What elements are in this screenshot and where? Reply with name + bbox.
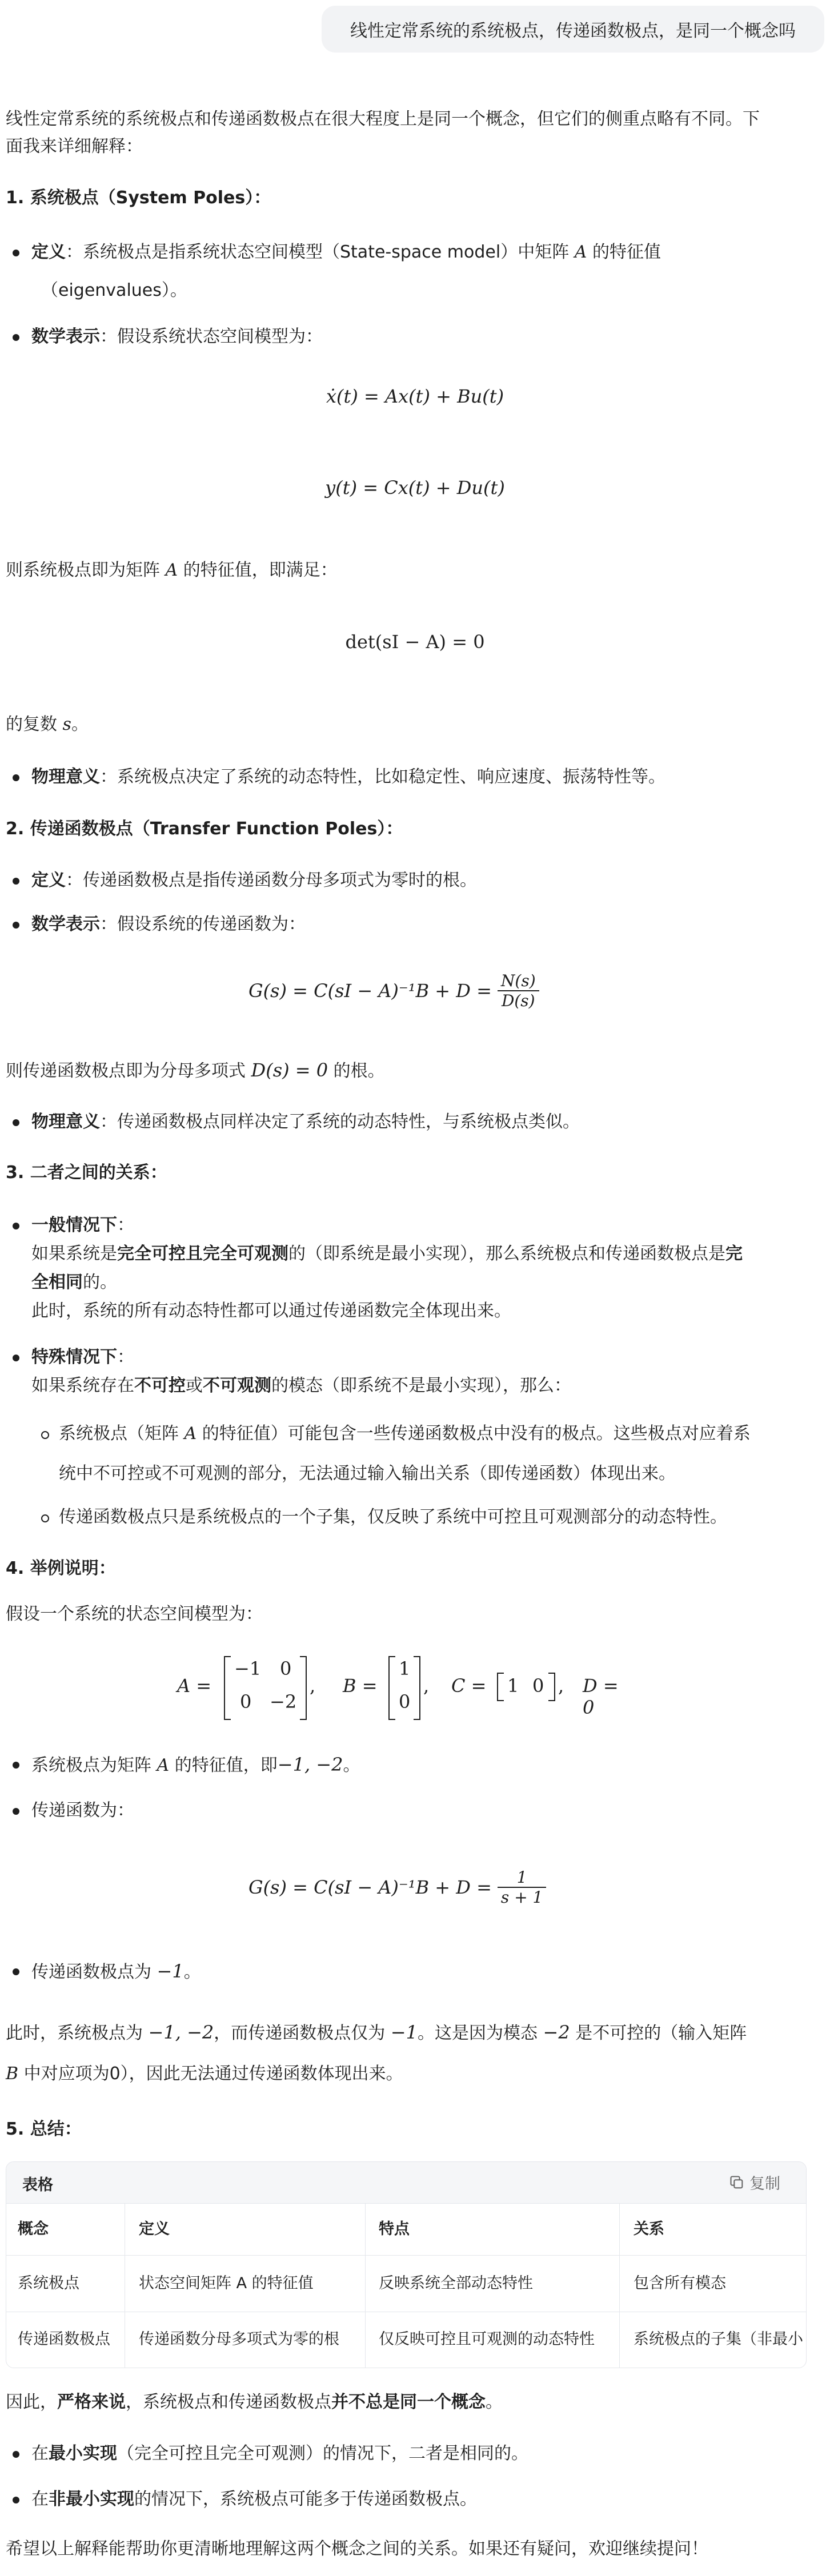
s4-b3-c: 。 [183,1962,201,1982]
user-message-text: 线性定常系统的系统极点，传递函数极点，是同一个概念吗 [350,21,796,41]
s2-def-text: ：传递函数极点是指传递函数分母多项式为零时的根。 [66,870,477,890]
symbol-s: s [62,714,71,734]
s3-general-l1-a: 如果系统是 [31,1244,117,1264]
section-2-heading: 2. 传递函数极点（Transfer Function Poles）： [6,819,403,839]
table-divider [365,2203,366,2368]
s1-def-text-a: ：系统极点是指系统状态空间模型（State-space model）中矩阵 [66,242,570,262]
equation-output: y(t) = Cx(t) + Du(t) [325,477,505,499]
bullet-dot [13,774,19,781]
s5-conc-c: ，系统极点和传递函数极点 [126,2392,331,2412]
C-1: 1 [507,1675,519,1697]
s2-eq-fraction [498,971,539,1010]
s5-b1-b: 最小实现 [49,2444,117,2464]
table-cell: 反映系统全部动态特性 [379,2274,533,2292]
s1-complex [6,711,89,738]
section-3-heading: 3. 二者之间的关系： [6,1163,167,1183]
s1-phys-text: ：系统极点决定了系统的动态特性，比如稳定性、响应速度、振荡特性等。 [100,767,665,787]
s4-c-l1-d: −1 [390,2022,418,2043]
s4-bullet-1 [31,1751,360,1779]
s2-eq-num: N(s) [500,971,536,990]
s1-definition [31,239,661,266]
bullet-dot [13,1119,19,1126]
bullet-dot [13,2497,19,2503]
B-2: 0 [399,1691,411,1713]
copy-icon [729,2175,745,2191]
equation-state: ẋ(t) = Ax(t) + Bu(t) [326,385,504,407]
s4-c-l1-a: 此时，系统极点为 [6,2023,143,2043]
s5-bullet-1 [31,2440,528,2468]
s5-b1-c: （完全可控且完全可观测）的情况下，二者是相同的。 [117,2444,528,2464]
symbol-A: A [184,1424,197,1444]
table-cell: 系统极点的子集（非最小 [633,2330,803,2348]
s2-physical [31,1108,580,1136]
s5-bullet-2 [31,2486,477,2513]
equation-example-transfer [248,1859,546,1916]
s2-after [6,1056,385,1085]
s4-b1-b: 的特征值，即 [174,1755,278,1775]
bracket-left [388,1656,395,1720]
s3-special-l1-a: 如果系统存在 [31,1376,134,1396]
summary-table-card [6,2161,807,2368]
s4-intro: 假设一个系统的状态空间模型为： [6,1604,263,1624]
s3-general-l1-b: 完全可控且完全可观测 [117,1244,288,1264]
s4-c-l2-a: B [6,2064,19,2084]
equation-characteristic: det(sI − A) = 0 [345,631,485,653]
user-message-bubble [322,6,824,53]
s2-after-math: D(s) = 0 [251,1059,328,1081]
bullet-dot [13,1223,19,1229]
s3-special-label-line [31,1344,134,1371]
bullet-dot [13,334,19,341]
s4-eq-num: 1 [516,1868,527,1887]
s4-eq-den: s + 1 [500,1888,543,1907]
table-cell: 传递函数分母多项式为零的根 [139,2330,339,2348]
s5-conclusion [6,2389,503,2416]
s3-general-line-3: 此时，系统的所有动态特性都可以通过传递函数完全体现出来。 [31,1301,511,1321]
A-12: 0 [280,1658,292,1679]
matrix-D-text: D = 0 [583,1675,619,1718]
intro-line-1: 线性定常系统的系统极点和传递函数极点在很大程度上是同一个概念，但它们的侧重点略有不同。下 [6,109,760,129]
B-1: 1 [399,1658,411,1679]
table-header-cell: 定义 [139,2220,170,2238]
C-2: 0 [532,1675,544,1697]
s2-phys-label: 物理意义 [31,1112,100,1132]
bullet-dot [13,1355,19,1361]
matrix-C-label: C = [451,1675,487,1697]
s5-conc-b: 严格来说 [57,2392,126,2412]
s5-b2-a: 在 [31,2489,49,2509]
table-header-cell: 特点 [379,2220,410,2238]
s2-math-label: 数学表示 [31,914,100,934]
s4-eq-lhs: G(s) = C(sI − A)⁻¹B + D = [248,1876,492,1898]
matrix-B-label: B = [343,1675,378,1697]
table-title: 表格 [22,2176,53,2194]
bullet-dot [13,1762,19,1769]
A-22: −2 [270,1691,297,1713]
bullet-dot [13,1808,19,1815]
s5-b1-a: 在 [31,2444,49,2464]
table-cell: 包含所有模态 [633,2274,726,2292]
table-divider [6,2255,806,2256]
s1-after-eq-a: 则系统极点即为矩阵 [6,560,160,580]
s1-after-eq [6,557,338,584]
s2-after-b: 的根。 [333,1061,385,1081]
s5-b2-b: 非最小实现 [49,2489,134,2509]
s4-c-l1-e: 。这是因为模态 [417,2023,538,2043]
s4-b3-b: −1 [157,1960,184,1982]
s3-general-l1-d: 完 [725,1244,743,1264]
state-space-matrices [177,1653,634,1722]
bullet-dot [13,1968,19,1975]
s2-def-label: 定义 [31,870,66,890]
s3-general-line-1 [31,1240,743,1268]
section-5-heading: 5. 总结： [6,2119,82,2139]
intro-line-2: 面我来详细解释： [6,136,143,156]
s1-math-label: 数学表示 [31,327,100,347]
symbol-A: A [157,1755,170,1775]
table-cell: 传递函数极点 [18,2330,110,2348]
s2-eq-lhs: G(s) = C(sI − A)⁻¹B + D = [248,980,492,1002]
table-header-cell: 关系 [633,2220,664,2238]
s3-general-label-line [31,1212,134,1239]
s4-eq-fraction [498,1868,546,1907]
comma: , [310,1675,316,1697]
s5-b2-c: 的情况下，系统极点可能多于传递函数极点。 [134,2489,477,2509]
s2-math-intro [31,911,306,938]
equation-transfer-function [248,965,539,1016]
s2-math-text: ：假设系统的传递函数为： [100,914,306,934]
table-header-cell: 概念 [18,2220,49,2238]
s4-c-l1-b: −1, −2 [148,2022,214,2043]
s1-def-text-b: 的特征值 [592,242,661,262]
s3-special-line-1 [31,1372,571,1400]
s3-special-l1-c: 或 [186,1376,203,1396]
s3-sub2: 传递函数极点只是系统极点的一个子集，仅反映了系统中可控且可观测部分的动态特性。 [59,1507,727,1527]
s3-sub1-line-1 [59,1420,751,1448]
s3-special-l1-d: 不可观测 [203,1376,271,1396]
s4-c-l2-b: 中对应项为0），因此无法通过传递函数体现出来。 [23,2064,403,2084]
s1-physical [31,763,665,791]
s4-c-l1-g: 是不可控的（输入矩阵 [575,2023,747,2043]
copy-label: 复制 [749,2175,780,2193]
s1-math-text: ：假设系统状态空间模型为： [100,327,323,347]
s1-phys-label: 物理意义 [31,767,100,787]
s4-c-l1-c: ，而传递函数极点仅为 [214,2023,386,2043]
s3-general-label: 一般情况下 [31,1215,117,1235]
s3-general-l2-a: 全相同 [31,1272,83,1292]
bullet-dot [13,922,19,929]
s4-b1-a: 系统极点为矩阵 [31,1755,151,1775]
s4-b1-c: −1, −2 [277,1754,343,1775]
s3-special-colon: ： [117,1347,134,1367]
s3-general-colon: ： [117,1215,134,1235]
s3-general-l1-c: 的（即系统是最小实现），那么系统极点和传递函数极点是 [288,1244,725,1264]
table-cell: 仅反映可控且可观测的动态特性 [379,2330,595,2348]
s2-after-a: 则传递函数极点即为分母多项式 [6,1061,246,1081]
copy-button[interactable] [729,2171,780,2193]
table-cell: 系统极点 [18,2274,79,2292]
s5-conc-e: 。 [486,2392,503,2412]
closing-text: 希望以上解释能帮助你更清晰地理解这两个概念之间的关系。如果还有疑问，欢迎继续提问！ [6,2539,708,2559]
s1-complex-b: 。 [71,714,89,734]
s2-definition [31,867,477,894]
bullet-dot [13,878,19,885]
sub-bullet-circle [41,1514,49,1522]
s3-special-l1-b: 不可控 [134,1376,186,1396]
s4-b3-a: 传递函数极点为 [31,1962,151,1982]
s1-after-eq-b: 的特征值，即满足： [183,560,338,580]
s2-phys-text: ：传递函数极点同样决定了系统的动态特性，与系统极点类似。 [100,1112,580,1132]
s3-special-l1-e: 的模态（即系统不是最小实现），那么： [271,1376,571,1396]
section-1-heading: 1. 系统极点（System Poles）： [6,188,271,208]
s3-special-label: 特殊情况下 [31,1347,117,1367]
table-divider [619,2203,620,2368]
s4-conclusion-line-1 [6,2019,747,2047]
s1-def-text-c: （eigenvalues）。 [41,280,187,300]
s2-eq-den: D(s) [501,991,535,1010]
bracket-right [548,1673,555,1701]
bracket-right [300,1656,307,1720]
table-card-header [6,2162,806,2204]
s3-general-line-2 [31,1269,117,1296]
s5-conc-d: 并不总是同一个概念 [331,2392,486,2412]
s4-conclusion-line-2 [6,2060,403,2088]
comma: , [558,1675,564,1697]
section-4-heading: 4. 举例说明： [6,1558,116,1578]
s4-c-l1-f: −2 [543,2022,570,2043]
table-cell: 状态空间矩阵 A 的特征值 [139,2274,314,2292]
s4-bullet-3 [31,1958,201,1986]
s1-complex-a: 的复数 [6,714,57,734]
s4-b1-d: 。 [343,1755,360,1775]
s3-sub1-line-2: 统中不可控或不可观测的部分，无法通过输入输出关系（即传递函数）体现出来。 [59,1464,676,1484]
s3-general-l2-b: 的。 [83,1272,117,1292]
symbol-A: A [574,242,587,262]
s1-math-intro [31,323,323,351]
s5-conc-a: 因此， [6,2392,57,2412]
symbol-A: A [165,560,178,580]
comma: , [423,1675,430,1697]
s4-bullet-2: 传递函数为： [31,1801,134,1821]
A-21: 0 [240,1691,252,1713]
bracket-left [497,1673,504,1701]
bullet-dot [13,2451,19,2458]
sub-bullet-circle [41,1431,49,1439]
A-11: −1 [234,1658,262,1679]
bracket-right [414,1656,420,1720]
bracket-left [224,1656,231,1720]
bullet-dot [13,250,19,256]
s3-sub1-l1-b: 的特征值）可能包含一些传递函数极点中没有的极点。这些极点对应着系 [202,1424,751,1444]
matrix-A-label: A = [177,1675,212,1697]
s1-def-label: 定义 [31,242,66,262]
s3-sub1-l1-a: 系统极点（矩阵 [59,1424,179,1444]
